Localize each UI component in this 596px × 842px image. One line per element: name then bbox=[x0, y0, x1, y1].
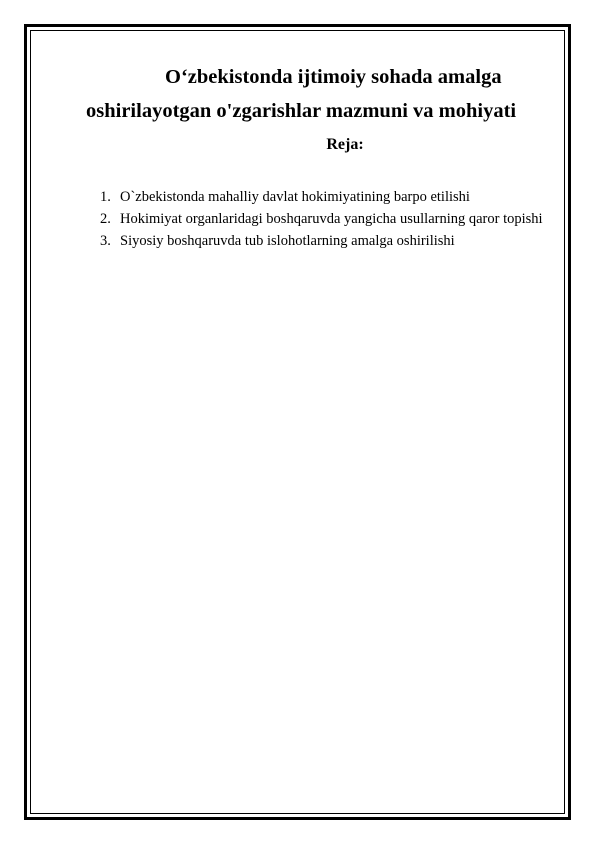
title-line-2: oshirilayotgan o'zgarishlar mazmuni va mohiyati bbox=[86, 100, 517, 122]
outline-heading: Reja: bbox=[326, 136, 364, 153]
document-title bbox=[86, 60, 556, 128]
title-line-1: O‘zbekistonda ijtimoiy sohada amalga bbox=[165, 66, 502, 88]
outline-item-number: 2. bbox=[100, 211, 111, 227]
page-border-inner bbox=[30, 30, 565, 814]
outline-list bbox=[96, 186, 552, 252]
outline-item bbox=[96, 230, 552, 252]
outline-item-text: Siyosiy boshqaruvda tub islohotlarning amalga oshirilishi bbox=[120, 233, 455, 249]
outline-item-number: 3. bbox=[100, 233, 111, 249]
outline-item-number: 1. bbox=[100, 189, 111, 205]
outline-item-text: O`zbekistonda mahalliy davlat hokimiyatining barpo etilishi bbox=[120, 189, 470, 205]
outline-item bbox=[96, 186, 552, 208]
outline-item bbox=[96, 208, 552, 230]
outline-item-text: Hokimiyat organlaridagi boshqaruvda yangicha usullarning qaror topishi bbox=[120, 211, 543, 227]
